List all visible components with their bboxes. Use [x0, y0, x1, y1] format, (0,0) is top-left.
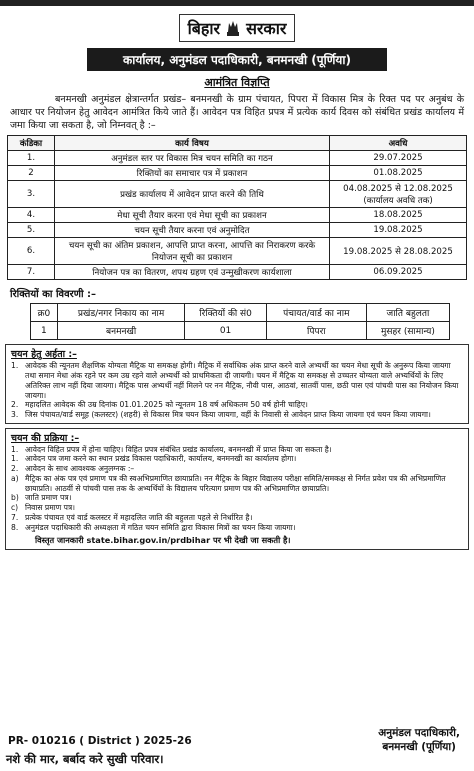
row-task: अनुमंडल स्तर पर विकास मित्र चयन समिति का गठन [55, 151, 330, 166]
row-task: प्रखंड कार्यालय में आवेदन प्राप्त करने की तिथि [55, 181, 330, 208]
item-text: आवेदक की न्यूनतम शैक्षणिक योग्यता मैट्रिक या समकक्ष होगी। मैट्रिक में सर्वाधिक अंक प्राप्त करने वाले अभ्यर्थी का चयन मेधा सूची के अनुरूप किया जायगा तथा समान मेधा अंक रहने पर कम उम्र रहने वाले अभ्यर्थी को प्राथमिकता दी जायगी। चयन में मैट्रिक या समकक्ष से उच्चतर योग्यता वाले अभ्यर्थियों के लिए अतिरिक्त लाभ नहीं दिया जायगा। मैट्रिक पास अभ्यर्थी नहीं मिलने पर नन मैट्रिक, नौवी पास, आठवां, सातवीं पास, छठी पास एवं पांचवी पास का नियोजन किया जायगा। [25, 361, 459, 400]
vacancy-table [30, 303, 450, 340]
item-number: c) [11, 503, 19, 513]
row-no: 1. [8, 151, 55, 166]
row-date: 01.08.2025 [330, 166, 467, 181]
row-task: चयन सूची तैयार करना एवं अनुमोदित [55, 223, 330, 238]
table-row [8, 265, 467, 280]
schedule-header-date: अवधि [330, 136, 467, 151]
list-item [11, 454, 463, 464]
vacancy-no: 1 [31, 322, 58, 340]
item-number: 2. [11, 464, 19, 474]
footer [8, 727, 466, 753]
table-row [8, 166, 467, 181]
list-item [11, 523, 463, 533]
logo-row [0, 14, 474, 42]
item-number: 1. [11, 444, 19, 454]
list-item [11, 503, 463, 513]
vacancy-title: रिक्तियों का विवरणी :– [10, 289, 97, 301]
intro-paragraph: बनमनखी अनुमंडल क्षेत्रान्तर्गत प्रखंड– बनमनखी के ग्राम पंचायत, पिपरा में विकास मित्र के रिक्त पद पर अनुबंध के आधार पर नियोजन हेतु आवेदन आमंत्रित किये जाते हैं। आवेदन पत्र विहित प्रपत्र में प्रत्येक कार्य दिवस को संबंधित प्रखंड कार्यालय में जमा किया जा सकता है, जो निम्नवत् है :– [10, 94, 464, 131]
vacancy-caste: मुसहर (सामान्य) [366, 322, 449, 340]
row-date: 19.08.2025 [330, 223, 467, 238]
item-number: a) [11, 473, 19, 483]
vacancy-header-block: प्रखंड/नगर निकाय का नाम [57, 304, 185, 322]
vacancy-header-count: रिक्तियों की सं0 [185, 304, 266, 322]
signature-line-1: अनुमंडल पदाधिकारी, [378, 727, 460, 739]
row-date: 18.08.2025 [330, 208, 467, 223]
pr-number: PR- 010216 ( District ) 2025-26 [8, 735, 192, 747]
table-row [8, 208, 467, 223]
vacancy-block: बनमनखी [57, 322, 185, 340]
item-number: 1. [11, 361, 19, 371]
list-item [11, 493, 463, 503]
table-row [8, 151, 467, 166]
table-row [31, 322, 450, 340]
table-row [8, 181, 467, 208]
signature-line-2: बनमनखी (पूर्णिया) [382, 740, 456, 753]
vacancy-header-row [31, 304, 450, 322]
row-no: 7. [8, 265, 55, 280]
item-number: 8. [11, 522, 19, 532]
item-number: 2. [11, 400, 19, 410]
row-task: मेधा सूची तैयार करना एवं मेधा सूची का प्रकाशन [55, 208, 330, 223]
item-text: जाति प्रमाण पत्र। [25, 493, 72, 503]
item-text: आवेदन के साथ आवश्यक अनुलग्नक :– [25, 464, 135, 474]
row-date: 19.08.2025 से 28.08.2025 [330, 238, 467, 265]
schedule-header-row [8, 136, 467, 151]
row-task: रिक्तियों का समाचार पत्र में प्रकाशन [55, 166, 330, 181]
list-item [11, 400, 463, 410]
eligibility-title: चयन हेतु अर्हता :– [11, 349, 77, 361]
item-text: आवेदन विहित प्रपत्र में होना चाहिए। विहित प्रपत्र संबंधित प्रखंड कार्यालय, बनमनखी में प्राप्त किया जा सकता है। [25, 444, 332, 454]
slogan: नशे की मार, बर्बाद करे सुखी परिवार। [6, 752, 164, 766]
top-strip [0, 0, 474, 6]
logo-right-text: सरकार [246, 19, 287, 38]
vacancy-panchayat: पिपरा [266, 322, 366, 340]
row-no: 2 [8, 166, 55, 181]
process-title: चयन की प्रक्रिया :– [11, 432, 80, 444]
logo-left-text: बिहार [187, 19, 221, 38]
vacancy-header-panchayat: पंचायत/वार्ड का नाम [266, 304, 366, 322]
website-note: विस्तृत जानकारी state.bihar.gov.in/prdbihar पर भी देखी जा सकती है। [35, 535, 291, 546]
row-no: 5. [8, 223, 55, 238]
notice-title: आमंत्रित विज्ञप्ति [204, 76, 270, 89]
list-item [11, 361, 463, 400]
table-row [8, 223, 467, 238]
row-date: 06.09.2025 [330, 265, 467, 280]
schedule-header-no: कंडिका [8, 136, 55, 151]
item-number: 7. [11, 512, 19, 522]
process-box [5, 428, 469, 550]
item-text: अनुमंडल पदाधिकारी की अध्यक्षता में गठित चयन समिति द्वारा विकास मित्रों का चयन किया जायगा। [25, 522, 296, 532]
item-text: महादलित आवेदक की उम्र दिनांक 01.01.2025 को न्यूनतम 18 वर्ष अधिकतम 50 वर्ष होनी चाहिए। [25, 400, 308, 410]
item-text: जिस पंचायत/वार्ड समूह (कलस्टर) (शहरी) से विकास मित्र चयन किया जायगा, वहीं के निवासी से आवेदन प्राप्त किया जायगा एवं चयन किया जायगा। [25, 410, 431, 420]
list-item [11, 445, 463, 455]
row-date: 29.07.2025 [330, 151, 467, 166]
list-item [11, 513, 463, 523]
row-date: 04.08.2025 से 12.08.2025 (कार्यालय अवधि तक) [330, 181, 467, 208]
item-text: आवेदन पत्र जमा करने का स्थान प्रखंड विकास पदाधिकारी, कार्यालय, बनमनखी का कार्यालय होगा। [25, 454, 297, 464]
row-no: 3. [8, 181, 55, 208]
office-banner: कार्यालय, अनुमंडल पदाधिकारी, बनमनखी (पूर्णिया) [87, 48, 387, 71]
vacancy-header-caste: जाति बहुलता [366, 304, 449, 322]
bihar-sarkar-logo [179, 14, 296, 42]
schedule-header-task: कार्य विषय [55, 136, 330, 151]
row-task: नियोजन पत्र का वितरण, शपथ ग्रहण एवं उन्मुखीकरण कार्यशाला [55, 265, 330, 280]
eligibility-box [5, 344, 469, 423]
item-text: प्रत्येक पंचायत एवं वार्ड कलस्टर में महादलित जाति की बहुलता पहले से निर्धारित है। [25, 512, 253, 522]
list-item [11, 474, 463, 493]
signature-block [378, 727, 460, 754]
row-no: 6. [8, 238, 55, 265]
state-emblem-icon [224, 18, 242, 38]
list-item [11, 410, 463, 420]
row-task: चयन सूची का अंतिम प्रकाशन, आपत्ति प्राप्त करना, आपत्ति का निराकरण करके नियोजन सूची का प्रकाशन [55, 238, 330, 265]
schedule-table [7, 135, 467, 280]
list-item [11, 464, 463, 474]
item-text: निवास प्रमाण पत्र। [25, 503, 76, 513]
row-no: 4. [8, 208, 55, 223]
item-number: 3. [11, 410, 19, 420]
item-text: मैट्रिक का अंक पत्र एवं प्रमाण पत्र की स्वअभिप्रमाणित छायाप्रति। नन मैट्रिक के बिहार विद्यालय परीक्षा समिति/समकक्ष से निर्गत प्रवेश पत्र की अभिप्रमाणित छायाप्रति। आठवीं से पांचवी पास तक के अभ्यर्थियों के विद्यालय परित्याग प्रमाण पत्र की अभिप्रमाणित छायाप्रति। [25, 473, 446, 493]
item-number: 1. [11, 454, 19, 464]
vacancy-count: 01 [185, 322, 266, 340]
table-row [8, 238, 467, 265]
vacancy-header-no: क्र0 [31, 304, 58, 322]
item-number: b) [11, 493, 19, 503]
